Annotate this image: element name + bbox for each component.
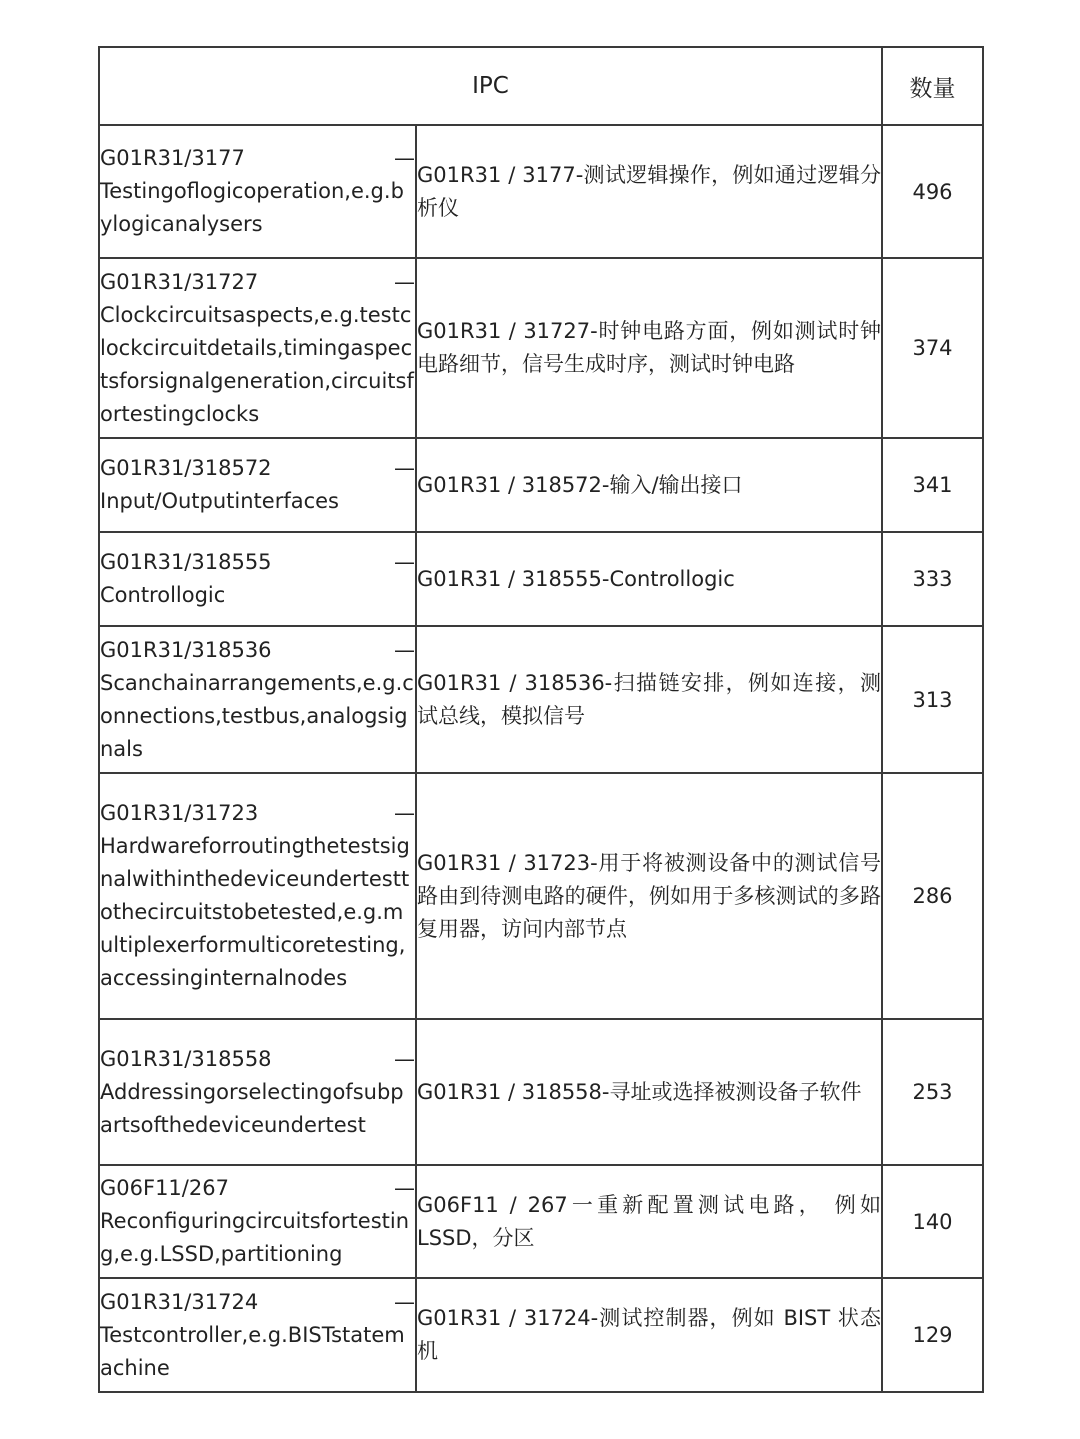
chinese-description: G01R31 / 318536-扫描链安排，例如连接，测试总线，模拟信号 [416,626,882,773]
english-description: Controllogic [100,583,226,607]
dash-separator: — [394,1176,415,1200]
ipc-code: G06F11/267 [100,1176,229,1200]
chinese-description: G01R31 / 318558-寻址或选择被测设备子软件 [416,1019,882,1165]
chinese-description: G01R31 / 318572-输入/输出接口 [416,438,882,532]
chinese-description: G01R31 / 31724-测试控制器，例如 BIST 状态机 [416,1278,882,1392]
count-value: 496 [882,125,983,258]
english-description: Reconfiguringcircuitsfortesting,e.g.LSSD,partitioning [100,1209,410,1266]
table-row [99,532,983,626]
ipc-code: G01R31/318572 [100,456,272,480]
english-cell [99,438,416,532]
count-value: 140 [882,1165,983,1278]
table-row [99,626,983,773]
ipc-code: G01R31/31723 [100,801,259,825]
english-cell [99,773,416,1019]
ipc-table [98,46,984,1393]
dash-separator: — [394,1289,415,1314]
english-cell [99,626,416,773]
english-description: Input/Outputinterfaces [100,489,339,513]
dash-separator: — [394,456,415,480]
header-ipc: IPC [99,47,882,125]
chinese-description: G01R31 / 318555-Controllogic [416,532,882,626]
ipc-code: G01R31/318555 [100,550,272,574]
english-description: Scanchainarrangements,e.g.connections,testbus,analogsignals [100,670,414,761]
header-count: 数量 [882,47,983,125]
count-value: 374 [882,258,983,438]
ipc-code: G01R31/318558 [100,1046,272,1071]
english-cell [99,258,416,438]
table-row [99,1165,983,1278]
count-value: 341 [882,438,983,532]
chinese-description: G01R31 / 3177-测试逻辑操作，例如通过逻辑分析仪 [416,125,882,258]
chinese-description: G01R31 / 31727-时钟电路方面，例如测试时钟电路细节，信号生成时序，测试时钟电路 [416,258,882,438]
ipc-code: G01R31/31727 [100,269,259,294]
english-description: Addressingorselectingofsubpartsofthedeviceundertest [100,1079,404,1137]
dash-separator: — [394,637,415,662]
english-description: Testingoflogicoperation,e.g.bylogicanalysers [100,179,404,236]
english-description: Clockcircuitsaspects,e.g.testclockcircuitdetails,timingaspectsforsignalgeneration,circuitsfortestingclocks [100,302,414,426]
dash-separator: — [394,1046,415,1071]
chinese-description: G01R31 / 31723-用于将被测设备中的测试信号路由到待测电路的硬件，例如用于多核测试的多路复用器，访问内部节点 [416,773,882,1019]
dash-separator: — [394,269,415,294]
table-row [99,1278,983,1392]
count-value: 333 [882,532,983,626]
table-row [99,773,983,1019]
english-cell [99,532,416,626]
count-value: 286 [882,773,983,1019]
table-row [99,125,983,258]
dash-separator: — [394,550,415,574]
dash-separator: — [394,801,415,825]
table-row [99,258,983,438]
count-value: 129 [882,1278,983,1392]
header-row [99,47,983,125]
count-value: 313 [882,626,983,773]
english-description: Hardwareforroutingthetestsignalwithinthedeviceundertesttothecircuitstobetested,e.g.multiplexerformulticoretesting,accessinginternalnodes [100,834,410,990]
table-row [99,1019,983,1165]
english-cell [99,1019,416,1165]
ipc-code: G01R31/3177 [100,146,245,170]
english-cell [99,1165,416,1278]
table-row [99,438,983,532]
english-description: Testcontroller,e.g.BISTstatemachine [100,1322,405,1380]
ipc-code: G01R31/318536 [100,637,272,662]
chinese-description: G06F11 / 267一重新配置测试电路， 例如LSSD，分区 [416,1165,882,1278]
english-cell [99,1278,416,1392]
ipc-code: G01R31/31724 [100,1289,259,1314]
dash-separator: — [394,146,415,170]
count-value: 253 [882,1019,983,1165]
english-cell [99,125,416,258]
